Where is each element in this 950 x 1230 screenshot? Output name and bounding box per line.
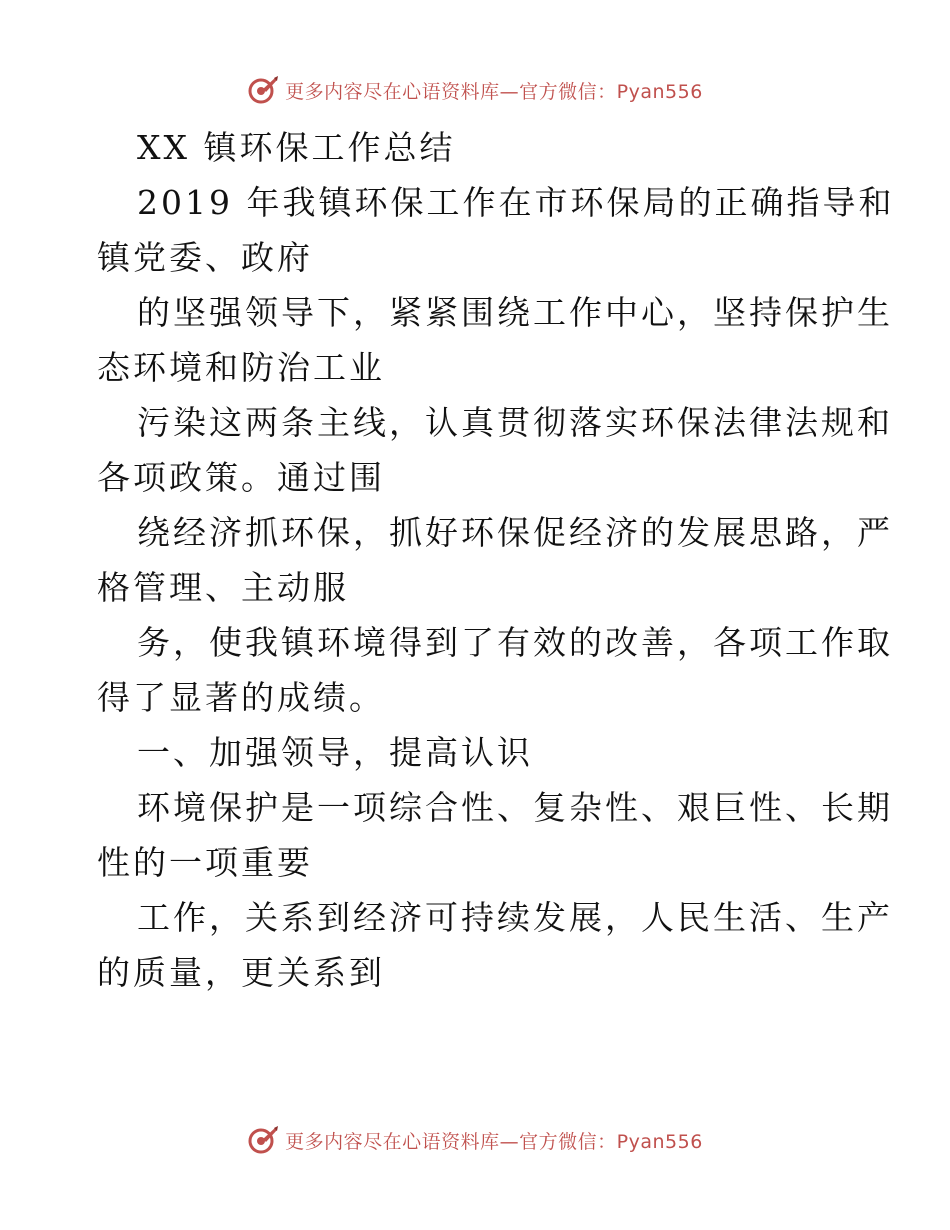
document-body <box>97 120 895 1000</box>
paragraph-line: 务，使我镇环境得到了有效的改善，各项工作取 <box>137 623 893 662</box>
footer-watermark-text: 更多内容尽在心语资料库—官方微信：Pyan556 <box>285 1130 703 1153</box>
paragraph-line: 镇党委、政府 <box>97 238 313 277</box>
paragraph-line: 的质量，更关系到 <box>97 953 385 992</box>
paragraph-line: 工作，关系到经济可持续发展，人民生活、生产 <box>137 898 893 937</box>
logo-icon <box>247 74 279 106</box>
paragraph-line: 2019 年我镇环保工作在市环保局的正确指导和 <box>137 183 895 222</box>
document-title: XX 镇环保工作总结 <box>137 128 456 167</box>
footer-watermark <box>0 1120 950 1160</box>
paragraph-line: 性的一项重要 <box>97 843 313 882</box>
paragraph-line: 态环境和防治工业 <box>97 348 385 387</box>
paragraph-line: 绕经济抓环保，抓好环保促经济的发展思路，严 <box>137 513 893 552</box>
paragraph-line: 各项政策。通过围 <box>97 458 385 497</box>
paragraph-line: 环境保护是一项综合性、复杂性、艰巨性、长期 <box>137 788 893 827</box>
header-watermark <box>0 70 950 110</box>
paragraph-line: 的坚强领导下，紧紧围绕工作中心，坚持保护生 <box>137 293 893 332</box>
paragraph-line: 格管理、主动服 <box>97 568 349 607</box>
paragraph-line: 得了显著的成绩。 <box>97 678 385 717</box>
paragraph-line: 污染这两条主线，认真贯彻落实环保法律法规和 <box>137 403 893 442</box>
header-watermark-text: 更多内容尽在心语资料库—官方微信：Pyan556 <box>285 80 703 103</box>
section-heading: 一、加强领导，提高认识 <box>137 733 533 772</box>
logo-icon <box>247 1124 279 1156</box>
